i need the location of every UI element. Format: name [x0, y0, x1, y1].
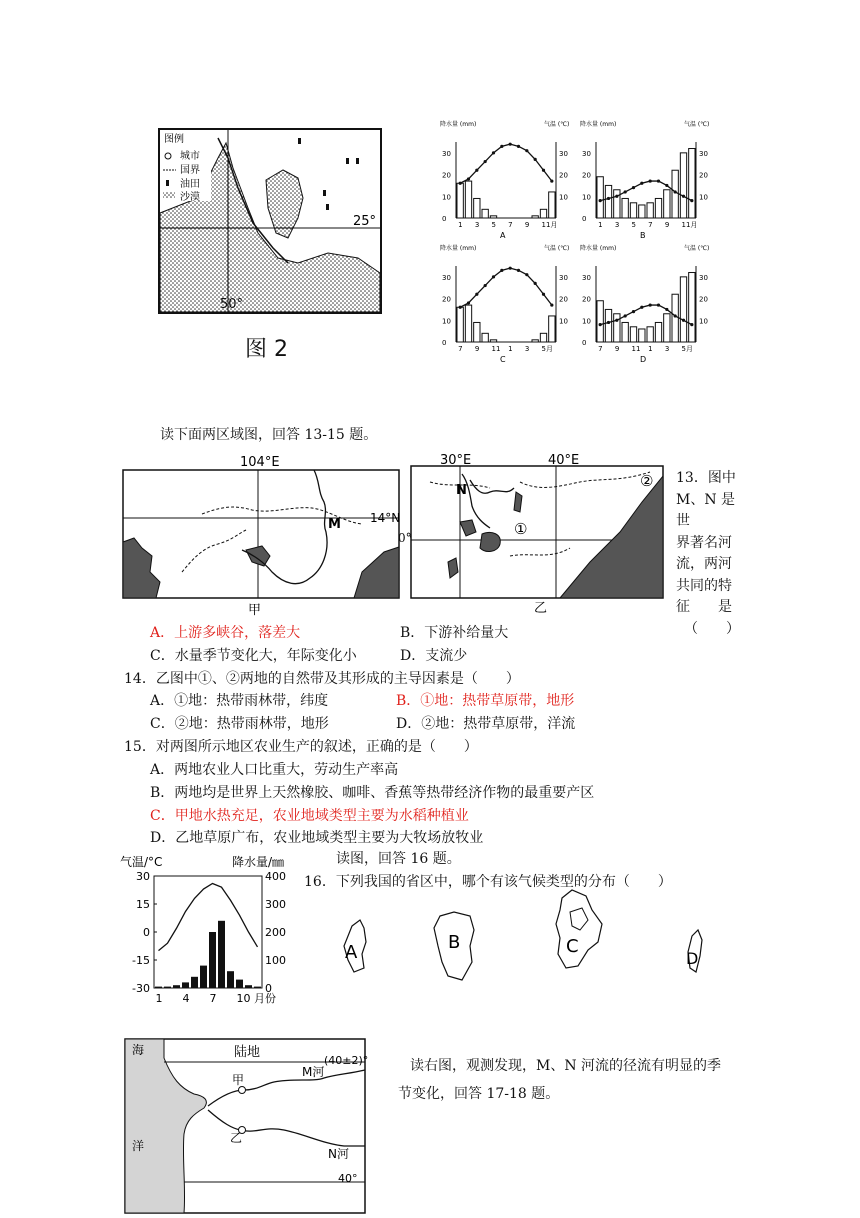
map-yi-lat-outside: 0°: [398, 531, 412, 545]
climate-precip-bar: [482, 333, 488, 342]
map-jia-lon: 104°E: [240, 455, 280, 470]
climate-temp-line: [460, 268, 552, 307]
province-b-label: B: [448, 932, 461, 953]
climate-temp-point: [550, 179, 553, 182]
q16-left-tick: 0: [143, 926, 150, 939]
climate-temp-point: [690, 323, 693, 326]
climate-month-tick: 3: [664, 345, 670, 353]
q16-precip-bar: [227, 971, 234, 988]
climate-tick-right: 10: [699, 193, 708, 202]
climate-chart-B: [580, 120, 709, 240]
q16-temp-line: [159, 883, 258, 950]
climate-precip-bar: [474, 322, 480, 342]
climate-temp-point: [599, 199, 602, 202]
q16-left-tick: -15: [132, 954, 150, 967]
climate-precip-bar: [639, 329, 645, 342]
climate-tick-left: 20: [442, 295, 451, 304]
climate-precip-bar: [465, 305, 471, 342]
fig2-legend-border: 国界: [180, 165, 200, 176]
climate-temp-point: [624, 314, 627, 317]
map-yi-place2: ②: [640, 472, 654, 490]
river-map: [124, 1038, 370, 1214]
climate-tick-left: 10: [442, 193, 451, 202]
q14-stem: 14．乙图中①、②两地的自然带及其形成的主导因素是（ ）: [124, 671, 520, 687]
q16-precip-bar: [164, 987, 171, 988]
climate-tick-right: 10: [559, 193, 568, 202]
intro-13-15: 读下面两区域图，回答 13-15 题。: [160, 427, 378, 443]
climate-month-tick: 1: [598, 221, 603, 229]
climate-left-title: 降水量 (mm): [440, 121, 477, 128]
climate-precip-bar: [532, 216, 538, 218]
climate-temp-point: [607, 321, 610, 324]
q16-right-tick: 0: [265, 982, 272, 995]
climate-month-tick: 5月: [681, 345, 693, 353]
q16-right-tick: 300: [265, 898, 286, 911]
q16-x-tick: 7: [209, 992, 217, 1005]
q16-stem: 16．下列我国的省区中，哪个有该气候类型的分布（ ）: [304, 874, 672, 890]
climate-month-tick: 11: [491, 345, 501, 353]
climate-precip-bar: [680, 153, 686, 218]
q16-precip-bar: [254, 987, 261, 988]
q16-x-tick: 月份: [254, 992, 276, 1005]
q16-x-tick: 1: [155, 992, 163, 1005]
climate-month-tick: 5: [631, 221, 636, 229]
climate-precip-bar: [474, 198, 480, 218]
q16-precip-bar: [218, 921, 225, 988]
climate-precip-bar: [672, 170, 678, 218]
climate-left-title: 降水量 (mm): [580, 121, 617, 128]
climate-precip-bar: [664, 314, 670, 342]
q13-stem-line: 13．图中: [676, 470, 736, 486]
q16-right-tick: 400: [265, 870, 286, 883]
q13-option-c: C．水量季节变化大，年际变化小: [150, 648, 357, 664]
climate-tick-left: 10: [582, 317, 591, 326]
map-yi-lon1: 30°E: [440, 453, 472, 468]
map-jia-label: 甲: [248, 603, 262, 618]
climate-month-tick: 7: [508, 221, 513, 229]
climate-temp-point: [624, 190, 627, 193]
river-map-river-m: M河: [302, 1065, 325, 1079]
fig2-lat-label: 25°: [353, 214, 377, 229]
climate-tick-left: 20: [582, 295, 591, 304]
climate-month-tick: 7: [458, 345, 463, 353]
climate-charts: [438, 118, 716, 368]
climate-month-tick: 11: [631, 345, 641, 353]
map-yi-label: 乙: [534, 601, 548, 616]
q13-stem-line: 征 是: [676, 599, 732, 615]
climate-right-title: 气温 (℃): [684, 121, 710, 128]
q16-precip-bar: [200, 966, 207, 988]
q13-option-d: D．支流少: [400, 648, 468, 664]
climate-precip-bar: [482, 209, 488, 218]
q13-stem-line: 界著名河: [676, 534, 732, 551]
climate-tick-right: 30: [699, 149, 708, 158]
climate-chart-label: B: [640, 231, 646, 240]
climate-tick-left: 10: [442, 317, 451, 326]
q16-left-tick: 15: [136, 898, 150, 911]
climate-temp-point: [475, 293, 478, 296]
climate-precip-bar: [540, 209, 546, 218]
climate-temp-point: [509, 267, 512, 270]
climate-temp-point: [484, 284, 487, 287]
climate-tick-left: 30: [582, 149, 591, 158]
map-jia-svg: [122, 452, 400, 620]
climate-temp-point: [475, 169, 478, 172]
map-yi: [410, 452, 664, 620]
climate-temp-point: [459, 306, 462, 309]
q16-left-title: 气温/°C: [120, 855, 163, 869]
q16-right-tick: 100: [265, 954, 286, 967]
map-jia: [122, 452, 400, 620]
map-yi-river-n: N: [456, 483, 467, 498]
climate-precip-bar: [549, 192, 555, 218]
climate-tick-left: 10: [582, 193, 591, 202]
climate-temp-point: [492, 275, 495, 278]
climate-charts-svg: [438, 118, 716, 368]
climate-temp-point: [550, 303, 553, 306]
climate-month-tick: 9: [474, 345, 480, 353]
climate-tick-right: 30: [699, 273, 708, 282]
climate-temp-point: [640, 306, 643, 309]
climate-temp-point: [599, 323, 602, 326]
q16-chart: [118, 852, 302, 1010]
climate-temp-point: [542, 293, 545, 296]
climate-chart-label: A: [500, 231, 506, 240]
climate-precip-bar: [647, 203, 653, 218]
climate-temp-point: [467, 177, 470, 180]
q16-chart-svg: [118, 852, 302, 1010]
climate-precip-bar: [490, 216, 496, 218]
climate-precip-bar: [655, 322, 661, 342]
climate-temp-point: [615, 195, 618, 198]
map-jia-river-m: M: [328, 517, 341, 532]
climate-left-title: 降水量 (mm): [580, 245, 617, 252]
climate-temp-point: [632, 310, 635, 313]
map-yi-lon2: 40°E: [548, 453, 580, 468]
climate-precip-bar: [490, 340, 496, 342]
q16-right-title: 降水量/㎜: [232, 855, 285, 869]
climate-month-tick: 9: [614, 345, 620, 353]
climate-temp-point: [665, 308, 668, 311]
q16-precip-bar: [191, 977, 198, 988]
climate-temp-point: [657, 179, 660, 182]
q16-precip-bar: [155, 987, 162, 988]
q14-option-d: D．②地：热带草原带，洋流: [396, 716, 576, 732]
climate-chart-D: [580, 244, 709, 364]
climate-month-tick: 1: [508, 345, 513, 353]
q16-left-tick: 30: [136, 870, 150, 883]
climate-temp-point: [649, 303, 652, 306]
q15-option-a: A．两地农业人口比重大，劳动生产率高: [150, 762, 399, 778]
river-map-land: 陆地: [234, 1045, 261, 1060]
climate-tick-left: 30: [582, 273, 591, 282]
climate-temp-point: [467, 301, 470, 304]
climate-temp-point: [657, 303, 660, 306]
climate-precip-bar: [689, 149, 695, 218]
q17-intro: [398, 1052, 722, 1108]
climate-precip-bar: [549, 316, 555, 342]
climate-precip-bar: [689, 273, 695, 342]
q16-precip-bar: [236, 980, 243, 988]
climate-right-title: 气温 (℃): [544, 121, 570, 128]
q17-intro-line: 节变化，回答 17-18 题。: [398, 1086, 560, 1102]
q16-intro: 读图，回答 16 题。: [336, 851, 461, 867]
q16-precip-bar: [209, 932, 216, 988]
q17-intro-line: 读右图，观测发现，M、N 河流的径流有明显的季: [410, 1058, 722, 1074]
climate-month-tick: 3: [474, 221, 480, 229]
province-d-label: D: [686, 949, 699, 968]
climate-precip-bar: [630, 327, 636, 342]
climate-temp-point: [682, 319, 685, 322]
q13-stem-line: 共同的特: [676, 577, 732, 594]
q16-right-tick: 200: [265, 926, 286, 939]
climate-temp-point: [484, 160, 487, 163]
climate-tick-right: 20: [559, 295, 568, 304]
q15-stem: 15．对两图所示地区农业生产的叙述，正确的是（ ）: [124, 739, 478, 755]
climate-month-tick: 1: [458, 221, 463, 229]
q15-option-c: C．甲地水热充足，农业地域类型主要为水稻种植业: [150, 808, 469, 824]
climate-temp-point: [682, 195, 685, 198]
climate-precip-bar: [597, 301, 603, 342]
q13-stem: [676, 468, 740, 640]
q14-option-c: C．②地：热带雨林带，地形: [150, 716, 329, 732]
map-jia-lat: 14°N: [370, 511, 400, 525]
map-yi-svg: [410, 452, 664, 620]
climate-precip-bar: [630, 203, 636, 218]
q16-precip-bar: [182, 982, 189, 988]
climate-left-title: 降水量 (mm): [440, 245, 477, 252]
province-a-label: A: [345, 942, 358, 963]
q16-precip-bar: [173, 985, 180, 988]
climate-precip-bar: [622, 198, 628, 218]
q14-option-b: B．①地：热带草原带，地形: [396, 693, 575, 709]
river-map-city1: 甲: [232, 1073, 245, 1087]
river-map-sea-mid: 洋: [132, 1139, 145, 1153]
river-map-svg: [124, 1038, 370, 1214]
river-map-sea-top: 海: [132, 1043, 145, 1057]
climate-right-title: 气温 (℃): [684, 245, 710, 252]
climate-tick-left: 0: [442, 339, 447, 347]
climate-temp-point: [509, 143, 512, 146]
province-c-label: C: [566, 936, 579, 957]
river-map-river-n: N河: [328, 1147, 349, 1161]
climate-month-tick: 7: [648, 221, 653, 229]
fig2-legend-city: 城市: [180, 151, 200, 162]
q15-option-b: B．两地均是世界上天然橡胶、咖啡、香蕉等热带经济作物的最重要产区: [150, 785, 595, 801]
climate-temp-point: [534, 158, 537, 161]
q16-x-tick: 4: [182, 992, 190, 1005]
q16-provinces-svg: [330, 876, 720, 986]
q13-option-b: B．下游补给量大: [400, 625, 509, 641]
q13-stem-line: （ ）: [684, 620, 740, 637]
climate-precip-bar: [664, 190, 670, 218]
climate-tick-right: 30: [559, 273, 568, 282]
climate-precip-bar: [622, 322, 628, 342]
q15-option-d: D．乙地草原广布，农业地域类型主要为大牧场放牧业: [150, 830, 484, 846]
climate-precip-bar: [605, 185, 611, 218]
climate-precip-bar: [647, 327, 653, 342]
fig2-caption: 图 2: [245, 337, 288, 362]
climate-temp-point: [674, 314, 677, 317]
climate-temp-point: [607, 197, 610, 200]
climate-right-title: 气温 (℃): [544, 245, 570, 252]
climate-month-tick: 3: [524, 345, 530, 353]
climate-tick-left: 20: [442, 171, 451, 180]
climate-precip-bar: [672, 294, 678, 342]
fig2-map: [158, 128, 382, 314]
river-map-lat-bottom: 40°: [338, 1172, 358, 1185]
climate-temp-point: [665, 184, 668, 187]
climate-precip-bar: [457, 183, 463, 218]
climate-tick-right: 20: [559, 171, 568, 180]
climate-precip-bar: [457, 307, 463, 342]
q16-provinces: [330, 876, 720, 986]
river-map-city2: 乙: [230, 1131, 243, 1145]
fig2-legend-title: 图例: [164, 134, 184, 145]
climate-temp-point: [690, 199, 693, 202]
climate-chart-A: [440, 120, 569, 240]
fig2-legend-desert: 沙漠: [180, 192, 200, 203]
climate-precip-bar: [614, 190, 620, 218]
climate-precip-bar: [639, 205, 645, 218]
climate-tick-right: 10: [699, 317, 708, 326]
climate-chart-label: D: [640, 355, 647, 364]
climate-chart-C: [440, 244, 569, 364]
climate-month-tick: 1: [648, 345, 653, 353]
climate-temp-point: [517, 145, 520, 148]
climate-month-tick: 5月: [541, 345, 553, 353]
climate-temp-point: [492, 151, 495, 154]
climate-temp-point: [632, 186, 635, 189]
climate-temp-point: [649, 179, 652, 182]
climate-tick-left: 0: [442, 215, 447, 223]
climate-tick-left: 0: [582, 339, 587, 347]
climate-temp-point: [640, 182, 643, 185]
q13-stem-line: M、N 是世: [676, 491, 736, 529]
climate-month-tick: 11月: [541, 221, 558, 229]
climate-tick-left: 0: [582, 215, 587, 223]
climate-precip-bar: [540, 333, 546, 342]
climate-precip-bar: [597, 177, 603, 218]
climate-precip-bar: [465, 181, 471, 218]
climate-precip-bar: [655, 198, 661, 218]
map-yi-place1: ①: [514, 520, 528, 538]
climate-tick-right: 10: [559, 317, 568, 326]
q16-precip-bar: [245, 985, 252, 988]
river-map-lat-top: (40±2)°: [324, 1054, 369, 1067]
climate-month-tick: 5: [491, 221, 496, 229]
climate-temp-point: [534, 282, 537, 285]
climate-temp-point: [674, 190, 677, 193]
climate-temp-point: [615, 319, 618, 322]
climate-month-tick: 9: [524, 221, 530, 229]
climate-tick-left: 20: [582, 171, 591, 180]
climate-month-tick: 3: [614, 221, 620, 229]
climate-temp-point: [517, 269, 520, 272]
climate-chart-label: C: [500, 355, 506, 364]
q14-option-a: A．①地：热带雨林带，纬度: [150, 693, 329, 709]
climate-precip-bar: [680, 277, 686, 342]
climate-temp-point: [500, 269, 503, 272]
q16-frame: [154, 876, 262, 988]
climate-tick-left: 30: [442, 149, 451, 158]
fig2-lon-label: 50°: [220, 297, 244, 312]
climate-tick-left: 30: [442, 273, 451, 282]
climate-temp-point: [542, 169, 545, 172]
fig2-legend-oilfield: 油田: [180, 179, 200, 190]
fig2-map-svg: [158, 128, 382, 314]
climate-temp-point: [525, 273, 528, 276]
q16-left-tick: -30: [132, 982, 150, 995]
climate-precip-bar: [614, 314, 620, 342]
climate-tick-right: 20: [699, 295, 708, 304]
climate-temp-point: [500, 145, 503, 148]
q13-option-a: A．上游多峡谷，落差大: [150, 625, 301, 641]
q13-stem-line: 流，两河: [676, 556, 732, 572]
climate-tick-right: 30: [559, 149, 568, 158]
climate-month-tick: 7: [598, 345, 603, 353]
climate-temp-point: [525, 149, 528, 152]
climate-temp-line: [460, 144, 552, 183]
climate-tick-right: 20: [699, 171, 708, 180]
climate-month-tick: 9: [664, 221, 670, 229]
climate-precip-bar: [605, 309, 611, 342]
climate-temp-point: [459, 182, 462, 185]
climate-precip-bar: [532, 340, 538, 342]
climate-month-tick: 11月: [681, 221, 698, 229]
q16-x-tick: 10: [236, 992, 251, 1005]
